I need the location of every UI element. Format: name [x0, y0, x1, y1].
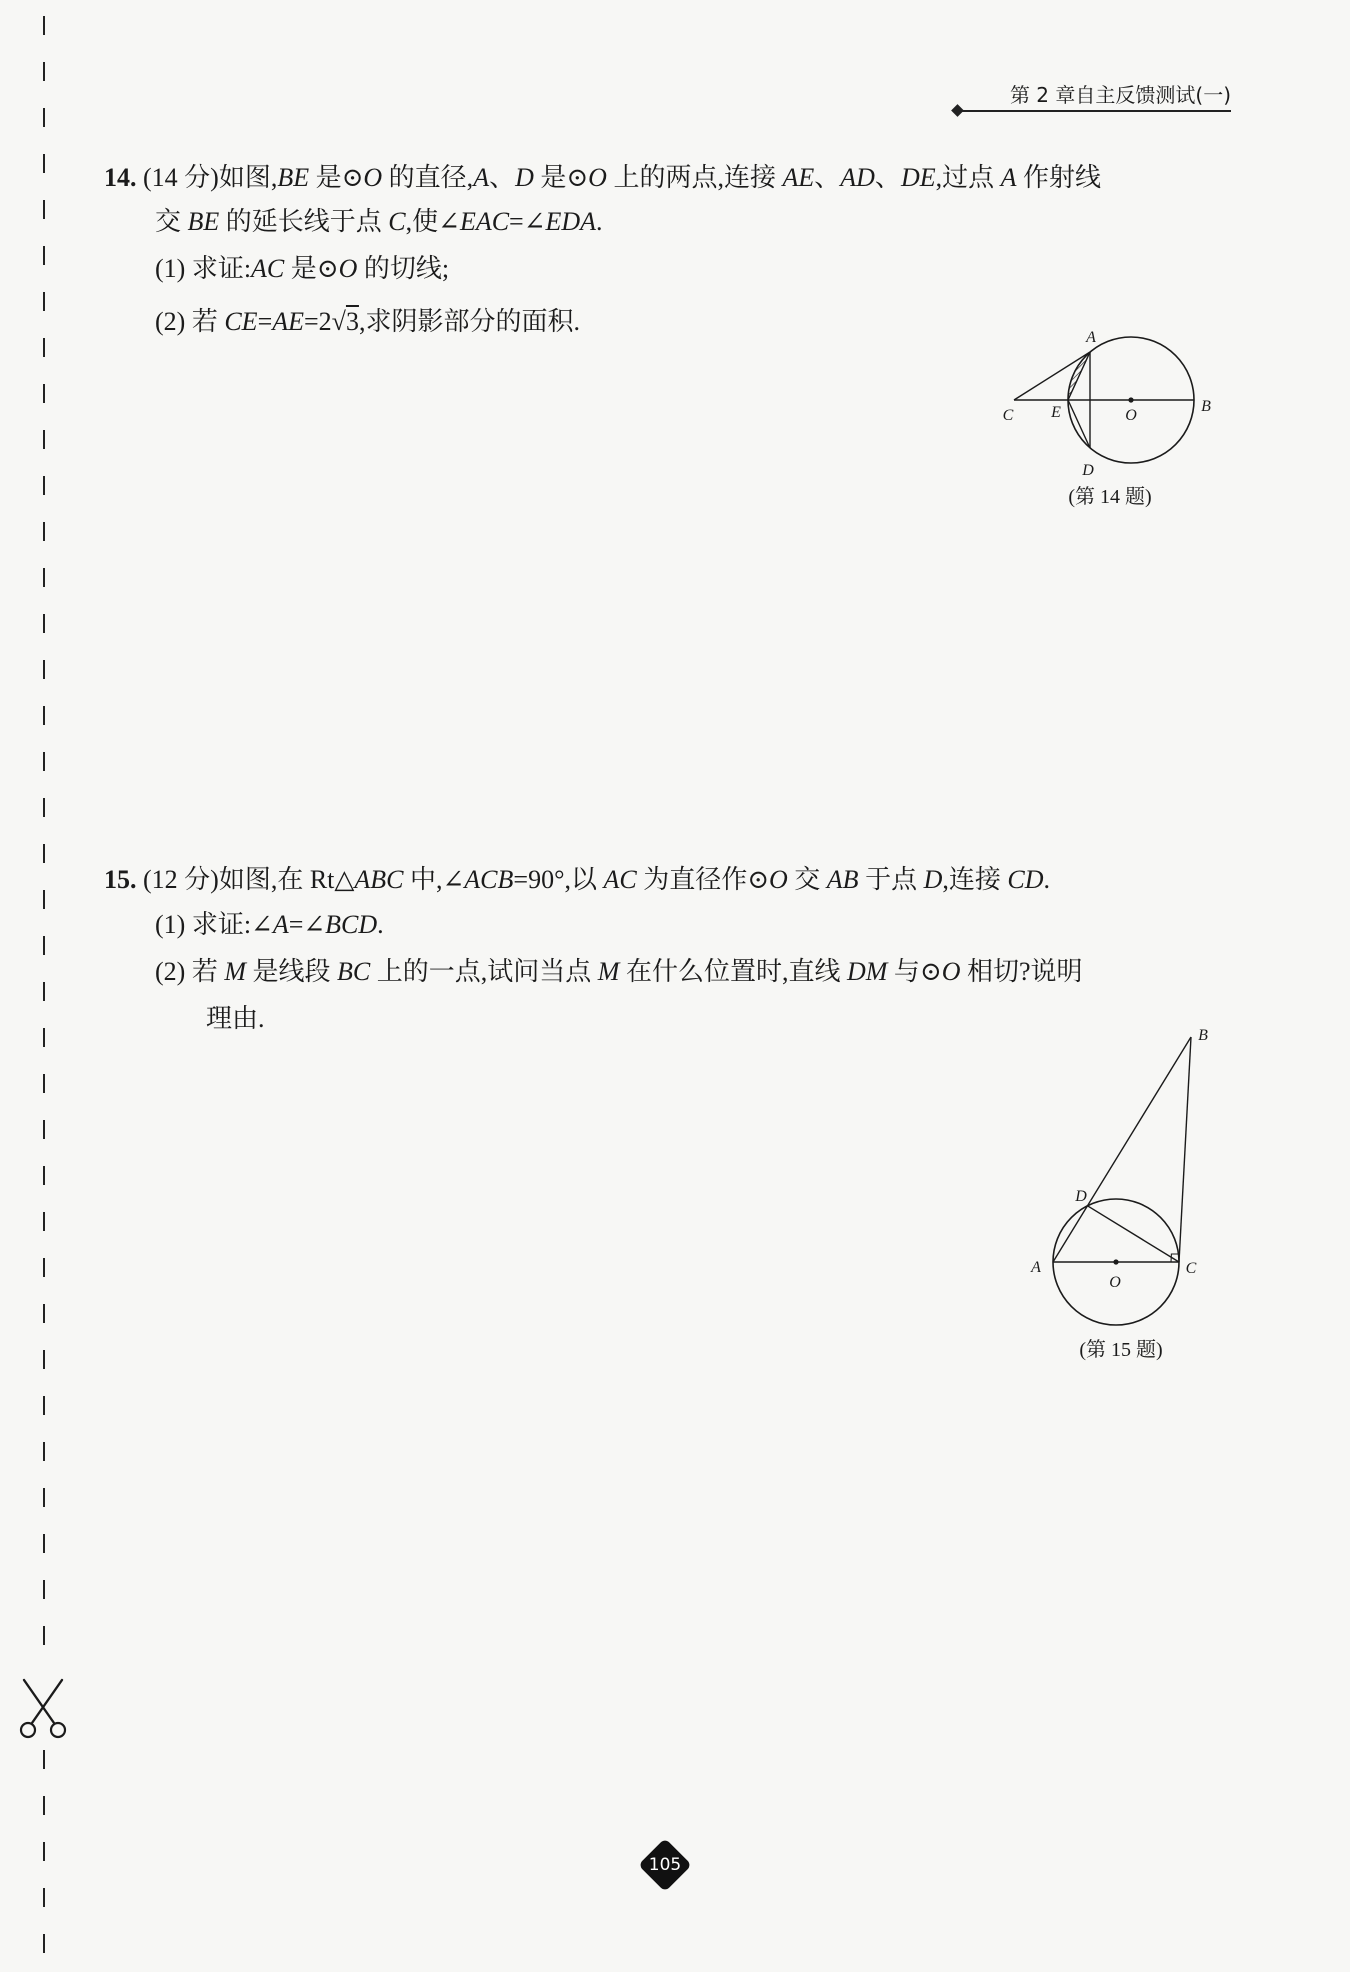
problem-14-line-1 [104, 160, 1101, 196]
problem-14-line-2 [155, 204, 603, 240]
line-bc [1179, 1037, 1191, 1262]
line-dc [1088, 1206, 1180, 1262]
math-variable: ABC [354, 865, 404, 894]
label-b: B [1198, 1027, 1208, 1044]
text-run: 是线段 [246, 957, 338, 986]
math-variable: AC [603, 865, 637, 894]
math-variable: BE [277, 163, 310, 192]
math-variable: O [363, 163, 383, 192]
text-run: (1) 求证: [155, 254, 252, 283]
math-variable: O [588, 163, 607, 192]
text-run: 相切?说明 [960, 957, 1083, 986]
text-run: √ [331, 307, 346, 336]
text-run: 是⊙ [284, 254, 339, 283]
text-run: 的延长线于点 [219, 207, 389, 236]
label-a: A [1086, 329, 1096, 346]
text-run: 、 [874, 163, 901, 192]
text-run: =∠ [509, 207, 546, 236]
math-variable: AC [251, 254, 285, 283]
label-d: D [1082, 462, 1094, 479]
header-rule [958, 110, 1231, 112]
text-run: . [1043, 865, 1050, 894]
text-run: 的切线; [357, 254, 450, 283]
text-run: =2 [304, 307, 332, 336]
label-e: E [1051, 404, 1061, 421]
figure-15 [1020, 1020, 1220, 1335]
math-variable: A [1000, 163, 1017, 192]
chapter-header-title: 第 2 章自主反馈测试(一) [1009, 83, 1231, 107]
problem-14-part-2 [155, 304, 580, 340]
math-variable: EDA [545, 207, 597, 236]
math-variable: AE [272, 307, 304, 336]
text-run: 是⊙ [533, 163, 589, 192]
text-run: ,使∠ [405, 207, 460, 236]
question-number: 14. [104, 163, 137, 192]
problem-15-part-1 [155, 907, 384, 943]
text-run: 是⊙ [309, 163, 364, 192]
label-c: C [1002, 407, 1014, 424]
text-run: (1) 求证:∠ [155, 910, 273, 939]
radicand: 3 [345, 307, 359, 336]
text-run: 理由. [206, 1004, 265, 1033]
cut-line-bottom [43, 1750, 45, 1955]
diamond-icon [951, 104, 964, 117]
math-variable: BCD [325, 910, 378, 939]
math-variable: AD [840, 163, 875, 192]
math-variable: M [224, 957, 246, 986]
center-point-o [1113, 1259, 1118, 1264]
text-run: 上的两点,连接 [606, 163, 783, 192]
text-run: 中,∠ [403, 865, 465, 894]
text-run: 在什么位置时,直线 [619, 957, 847, 986]
math-variable: CD [1007, 865, 1044, 894]
math-variable: D [515, 163, 534, 192]
text-run: . [377, 910, 384, 939]
math-variable: D [923, 865, 943, 894]
label-o: O [1109, 1274, 1121, 1291]
text-run: 于点 [858, 865, 924, 894]
line-ab [1053, 1037, 1191, 1262]
text-run: 交 [155, 207, 188, 236]
text-run: (2) 若 [155, 957, 225, 986]
text-run: 的直径, [382, 163, 474, 192]
text-run: 、 [489, 163, 516, 192]
math-variable: CE [224, 307, 258, 336]
problem-15-part-2-line-2 [206, 1001, 265, 1037]
math-variable: O [338, 254, 358, 283]
question-number: 15. [104, 865, 137, 894]
text-run: (2) 若 [155, 307, 225, 336]
math-variable: M [597, 957, 620, 986]
text-run: = [257, 307, 273, 336]
text-run: ,过点 [935, 163, 1001, 192]
math-variable: DM [846, 957, 888, 986]
figure-14 [990, 320, 1220, 480]
page-number: 105 [648, 1855, 682, 1875]
math-variable: AE [782, 163, 815, 192]
label-a: A [1031, 1259, 1041, 1276]
math-variable: C [388, 207, 406, 236]
math-variable: ACB [464, 865, 514, 894]
math-variable: AB [826, 865, 859, 894]
text-run: 作射线 [1016, 163, 1102, 192]
math-variable: O [769, 865, 788, 894]
label-o: O [1125, 407, 1137, 424]
math-variable: A [272, 910, 289, 939]
text-run: =∠ [288, 910, 326, 939]
text-run: . [596, 207, 603, 236]
text-run: (12 分)如图,在 Rt△ [136, 865, 355, 894]
text-run: 与⊙ [887, 957, 942, 986]
figure-15-caption: (第 15 题) [1079, 1339, 1163, 1361]
scissors-icon [16, 1676, 70, 1742]
text-run: 上的一点,试问当点 [370, 957, 598, 986]
problem-15-part-2-line-1 [155, 954, 1083, 990]
label-c: C [1185, 1260, 1197, 1277]
problem-15-line-1 [104, 862, 1050, 898]
cut-line-top [43, 16, 45, 1664]
text-run: ,求阴影部分的面积. [358, 307, 580, 336]
math-variable: BC [337, 957, 371, 986]
math-variable: BE [187, 207, 220, 236]
text-run: 交 [787, 865, 827, 894]
label-d: D [1075, 1188, 1087, 1205]
text-run: (14 分)如图, [136, 163, 278, 192]
text-run: 、 [814, 163, 841, 192]
math-variable: A [473, 163, 490, 192]
problem-14-part-1 [155, 251, 449, 287]
math-variable: O [941, 957, 961, 986]
text-run: =90°,以 [513, 865, 604, 894]
text-run: 为直径作⊙ [636, 865, 769, 894]
figure-14-caption: (第 14 题) [1068, 486, 1152, 508]
label-b: B [1201, 398, 1211, 415]
text-run: ,连接 [942, 865, 1008, 894]
math-variable: DE [900, 163, 936, 192]
center-point-o [1128, 397, 1133, 402]
math-variable: EAC [459, 207, 510, 236]
line-ed [1068, 400, 1090, 448]
